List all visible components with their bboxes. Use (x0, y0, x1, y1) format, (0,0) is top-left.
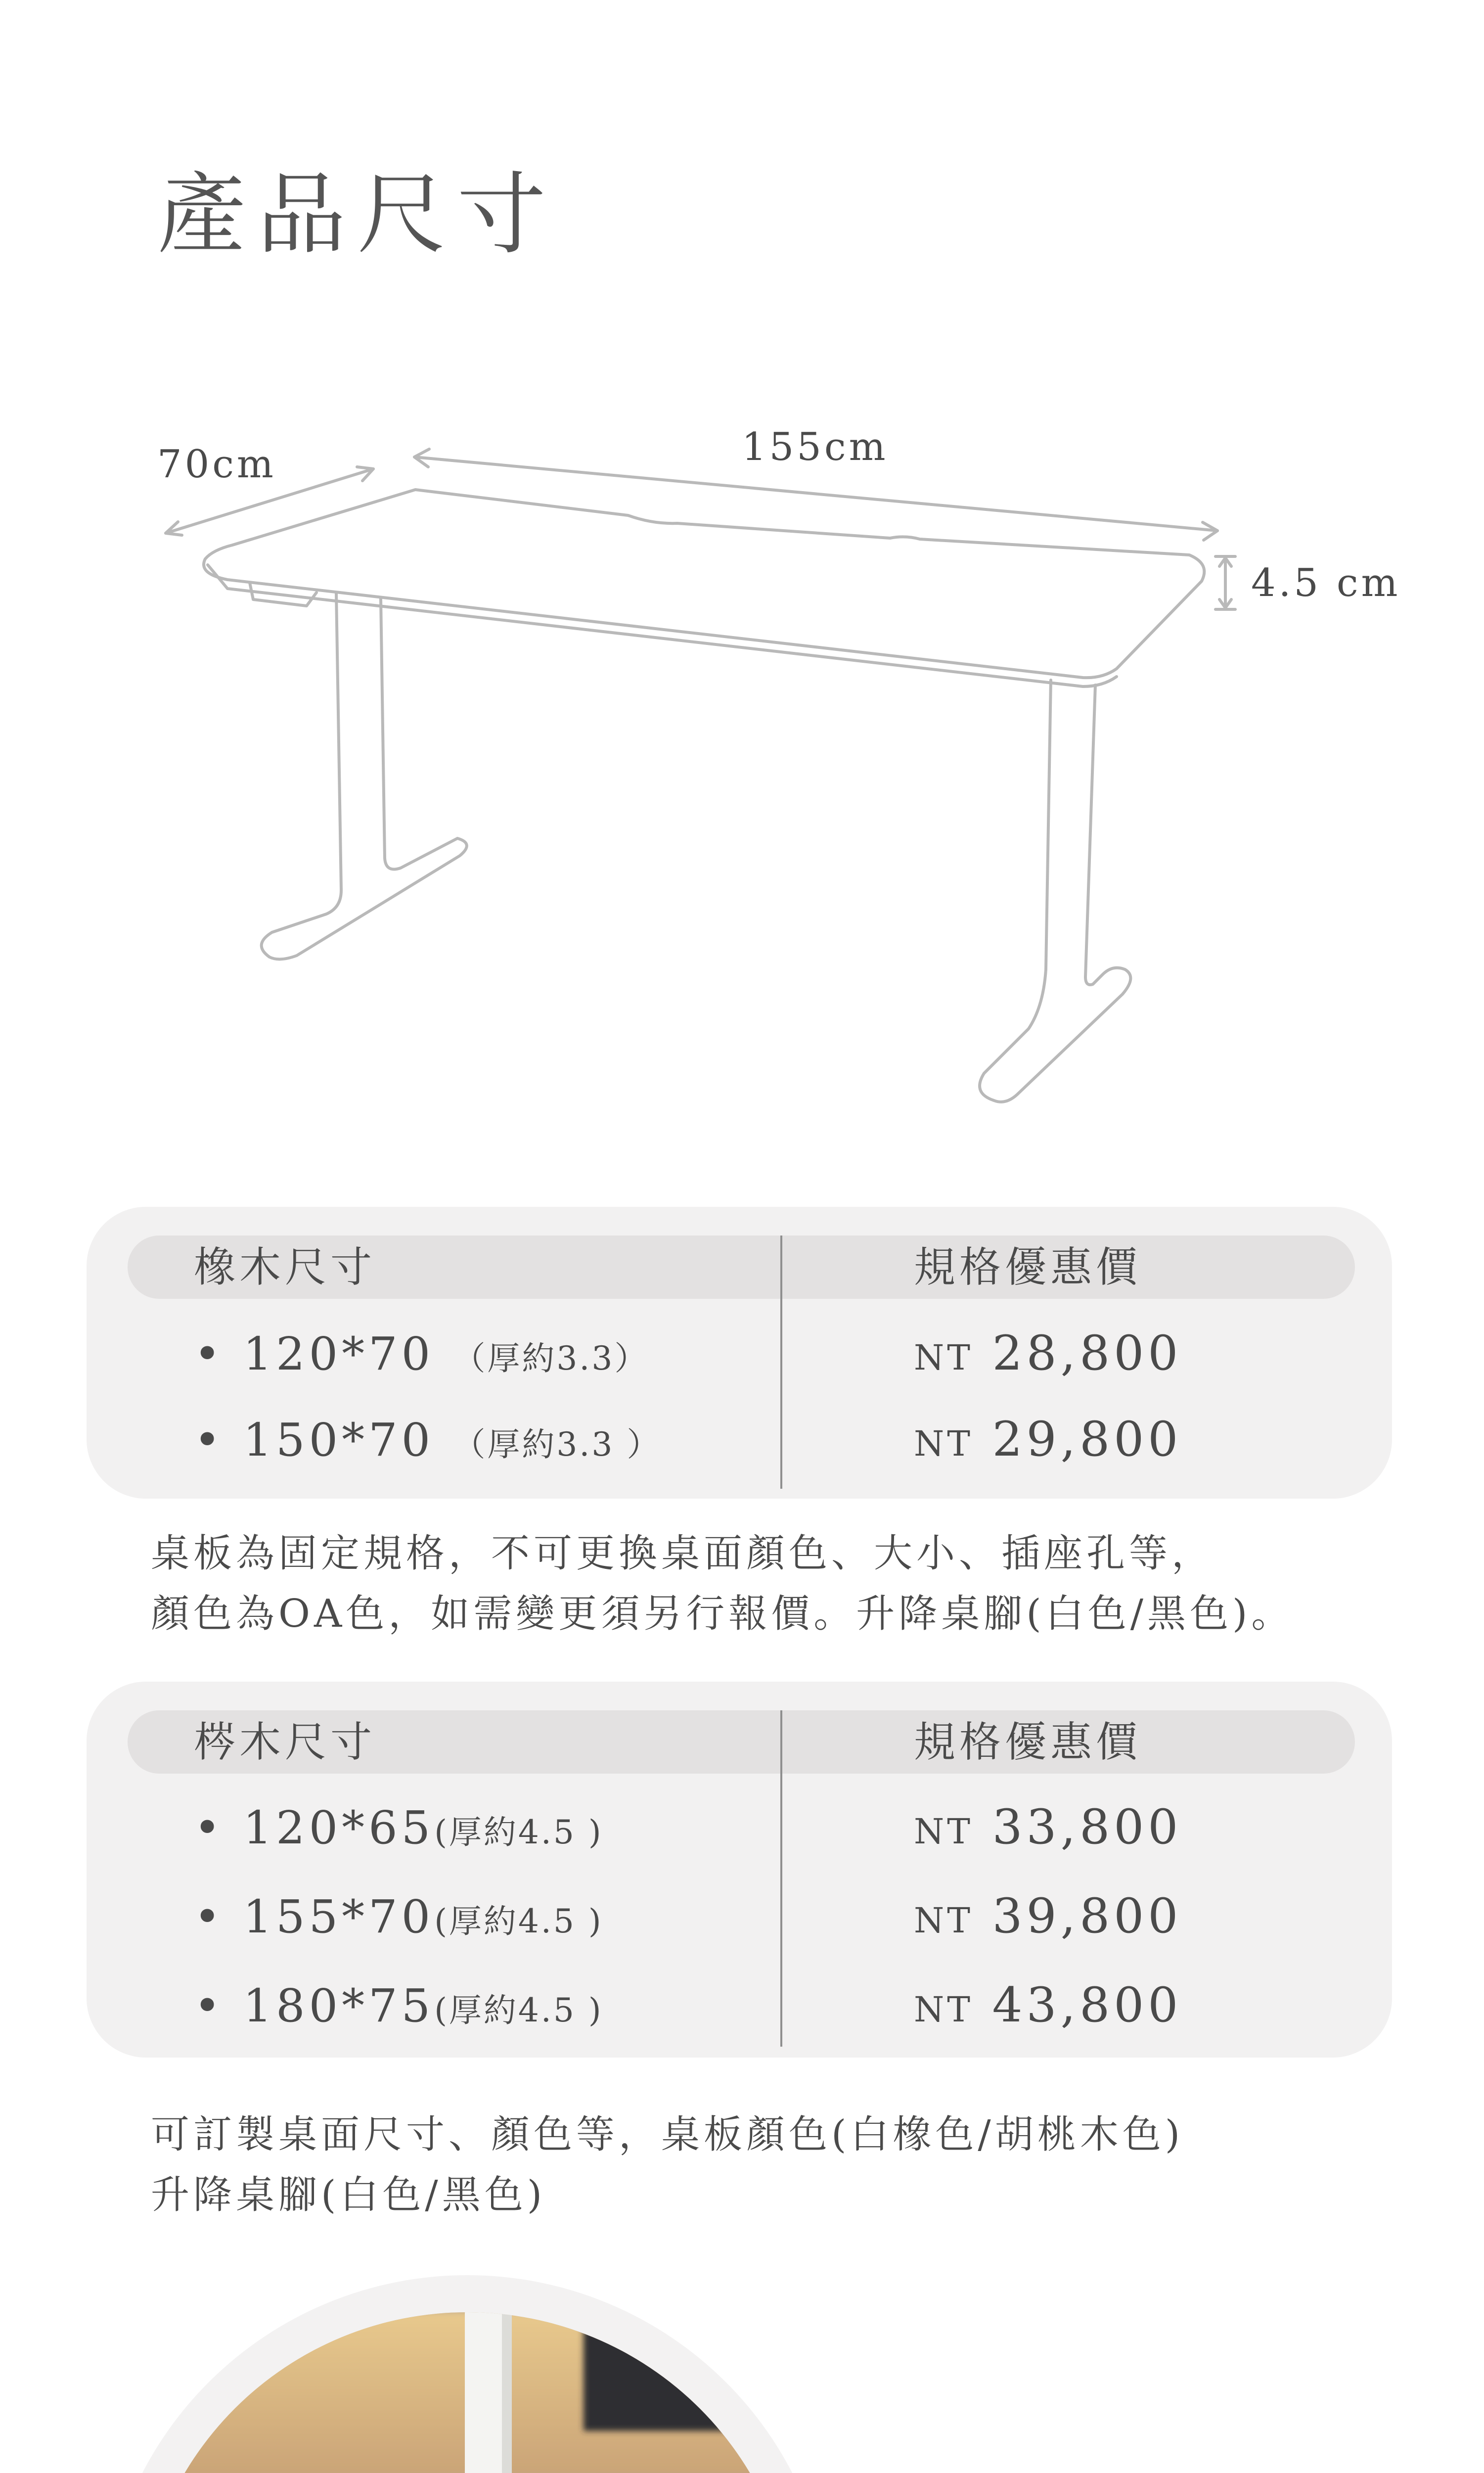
currency-label: NT (914, 1337, 973, 1378)
currency-label: NT (914, 1811, 973, 1852)
ash-table-divider (780, 1710, 782, 2047)
row-bullet: • (194, 1979, 225, 2032)
page-title: 產品尺寸 (157, 163, 557, 267)
table-row-price (914, 1977, 1182, 2033)
row-bullet: • (194, 1414, 225, 1466)
ash-header-size: 梣木尺寸 (194, 1718, 376, 1766)
price-value: 39,800 (992, 1888, 1182, 1944)
table-row-price (914, 1888, 1182, 1944)
depth-label: 70cm (157, 442, 276, 487)
oak-header-price: 規格優惠價 (914, 1243, 1142, 1291)
row-size: 180*75 (243, 1979, 435, 2032)
oak-header-size: 橡木尺寸 (194, 1243, 376, 1291)
oak-note-line1: 桌板為固定規格，不可更換桌面顏色、大小、插座孔等， (151, 1531, 1214, 1576)
oak-table-divider (780, 1236, 782, 1489)
row-size: 155*70 (243, 1890, 435, 1943)
row-bullet: • (194, 1890, 225, 1943)
table-row (194, 1890, 603, 1943)
row-size: 150*70 (243, 1414, 435, 1466)
table-row (194, 1328, 649, 1380)
thickness-dimension-line (1215, 556, 1235, 609)
thickness-label: 4.5 cm (1251, 561, 1401, 605)
width-label: 155cm (742, 425, 889, 469)
oak-note-line2: 顏色為OA色，如需變更須另行報價。升降桌腳(白色/黑色)。 (151, 1592, 1294, 1636)
table-row (194, 1414, 662, 1466)
table-row (194, 1979, 603, 2032)
row-bullet: • (194, 1328, 225, 1380)
price-value: 29,800 (992, 1412, 1182, 1467)
row-size: 120*65 (243, 1801, 435, 1854)
oak-note (151, 1523, 1294, 1644)
row-thickness: (厚約4.5 ) (434, 1991, 603, 2029)
table-row-price (914, 1412, 1182, 1467)
row-thickness: （厚約3.3） (452, 1339, 649, 1377)
price-value: 28,800 (992, 1326, 1182, 1381)
table-row (194, 1801, 603, 1854)
desk-leg-left (262, 594, 467, 959)
row-thickness: (厚約4.5 ) (434, 1813, 603, 1851)
table-row-price (914, 1799, 1182, 1855)
desk-leg-right (980, 680, 1130, 1102)
ash-header-price: 規格優惠價 (914, 1718, 1142, 1766)
ash-note-line1: 可訂製桌面尺寸、顏色等，桌板顏色(白橡色/胡桃木色) (151, 2112, 1184, 2157)
desk-top (204, 490, 1204, 678)
price-value: 33,800 (992, 1799, 1182, 1855)
ash-note-line2: 升降桌腳(白色/黑色) (151, 2173, 546, 2217)
price-value: 43,800 (992, 1977, 1182, 2033)
row-thickness: (厚約4.5 ) (434, 1902, 603, 1940)
currency-label: NT (914, 1423, 973, 1464)
table-row-price (914, 1326, 1182, 1381)
ash-note (151, 2105, 1184, 2225)
row-bullet: • (194, 1801, 225, 1854)
currency-label: NT (914, 1900, 973, 1941)
currency-label: NT (914, 1989, 973, 2030)
row-thickness: （厚約3.3 ） (452, 1425, 662, 1464)
row-size: 120*70 (243, 1328, 435, 1380)
